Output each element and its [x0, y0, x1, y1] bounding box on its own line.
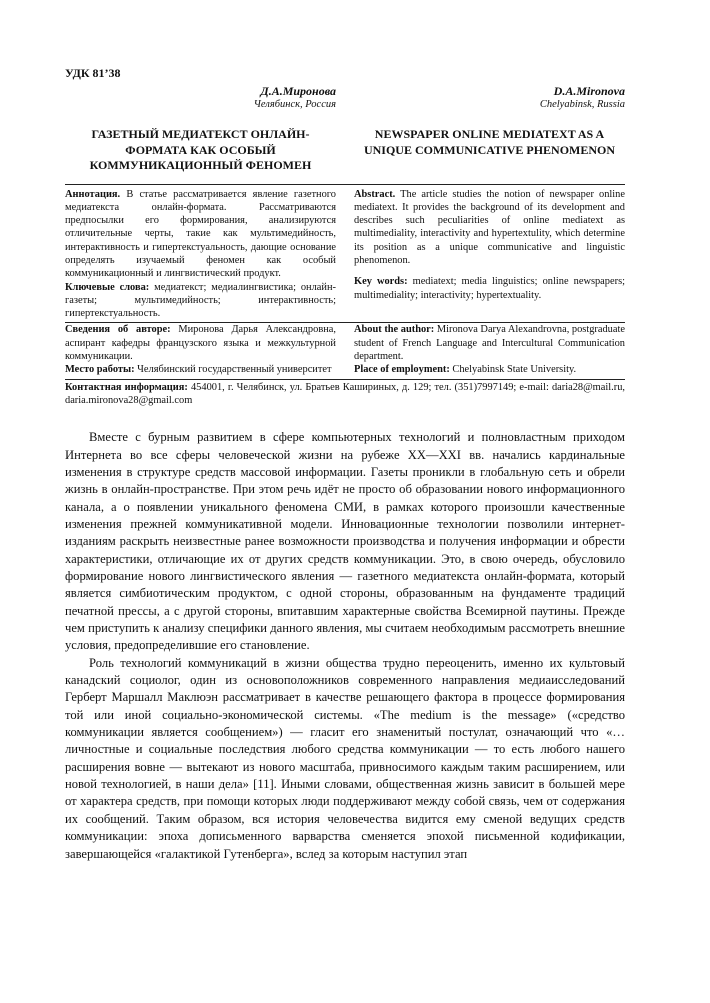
abstract-text-en: The article studies the notion of newspaper online mediatext. It provides the background of its development and describes such peculiarities of online mediatext as multimediality, interactivity and hypertextulity, which determine its position as a unique communicative and linguistic phenomenon.: [354, 188, 625, 266]
abstract-en: [354, 185, 625, 321]
author-ru: [65, 84, 336, 111]
article-page: [65, 66, 625, 863]
contact-label: Контактная информация:: [65, 381, 188, 393]
author-header: [65, 84, 625, 111]
author-name-ru: Д.А.Миронова: [260, 84, 336, 98]
author-info-en: [354, 323, 625, 376]
about-text-ru: Миронова Дарья Александровна, аспирант кафедры французского языка и межкультурной коммуникации.: [65, 324, 336, 363]
abstract-label-en: Abstract.: [354, 188, 396, 200]
keywords-label-en: Key words:: [354, 276, 408, 288]
keywords-text-en: mediatext; media linguistics; online newspapers; multimediality; interactivity; hypertextuality.: [354, 276, 625, 301]
about-text-en: Mironova Darya Alexandrovna, postgraduate student of French Language and Intercultural Communication department.: [354, 324, 625, 363]
divider-bottom: [65, 379, 625, 380]
author-info-ru: [65, 323, 336, 376]
body-paragraph-2: Роль технологий коммуникаций в жизни общества трудно переоценить, именно их культовый канадский социолог, один из основоположников современного направления медиаисследований Герберт Маршалл Маклюэн рассматривает в качестве решающего фактора в процессе формирования той или иной социально-экономической системы. «The medium is the message» («средство коммуникации является сообщением») — гласит его знаменитый постулат, означающий что «…личностные и социальные последствия любого средства коммуникации — то есть любого нашего расширения вовне — вытекают из нового масштаба, привносимого каждым таким расширением, или новой технологией, в наши дела» [11]. Иными словами, общественная жизнь зависит в большей мере от характера средств, при помощи которых люди поддерживают между собой связь, чем от содержания их сообщений. Таким образом, вся история человечества видится ему сменой ведущих средств коммуникации: эпоха дописьменного варварства сменяется эпохой письменной кодификации, завершающейся «галактикой Гутенберга», вслед за которым наступил этап: [65, 655, 625, 861]
work-label-en: Place of employment:: [354, 364, 450, 376]
abstract-text-ru: В статье рассматривается явление газетного медиатекста онлайн-формата. Рассматриваются предпосылки его формирования, анализируются отличительные черты, такие как мультимедийность, интерактивность и гипертекстуальность, дающие основание определять изучаемый феномен как особый коммуникационный и лингвистический продукт.: [65, 188, 336, 280]
article-titles: [65, 127, 625, 174]
author-city-en: Chelyabinsk, Russia: [539, 99, 625, 110]
body-paragraph-1: Вместе с бурным развитием в сфере компьютерных технологий и полновластным приходом Интернета во все сферы человеческой жизни на рубеже XX—XXI вв. начались кардинальные изменения в структуре средств массовой информации. Газеты проникли в глобальную сеть и обрели жизнь в онлайн-пространстве. При этом речь идёт не просто об образовании нового информационного канала, а о появлении уникального феномена СМИ, в рамках которого произошли качественные изменения прежней коммуникативной модели. Инновационные технологии позволили интернет-изданиям раскрыть неизвестные ранее возможности производства и получения информации и обрести характеристики, отличающие их от других средств коммуникации. Это, в свою очередь, обусловило формирование нового лингвистического явления — газетного медиатекста онлайн-формата, который является симбиотическим продуктом, с одной стороны, образованным на фундаменте традиций печатной прессы, а с другой стороны, впитавшим характерные свойства Всемирной паутины. Прежде чем приступить к анализу специфики данного явления, мы считаем необходимым рассмотреть внешние условия, предопределившие его становление.: [65, 430, 625, 653]
author-city-ru: Челябинск, Россия: [253, 99, 336, 110]
title-ru: ГАЗЕТНЫЙ МЕДИАТЕКСТ ОНЛАЙН-ФОРМАТА КАК ОСОБЫЙ КОММУНИКАЦИОННЫЙ ФЕНОМЕН: [89, 127, 312, 172]
work-text-en: Chelyabinsk State University.: [452, 364, 577, 376]
author-name-en: D.A.Mironova: [553, 84, 625, 98]
abstract-section: [65, 185, 625, 321]
contact-info: [65, 381, 625, 408]
keywords-text-ru: медиатекст; медиалингвистика; онлайн-газеты; мультимедийность; интерактивность; гипертекстуальность.: [65, 281, 336, 320]
abstract-ru: [65, 185, 336, 321]
contact-text: 454001, г. Челябинск, ул. Братьев Кашириных, д. 129; тел. (351)7997149; e-mail: daria28@mail.ru, daria.mironova28@gmail.com: [65, 381, 625, 406]
about-label-en: About the author:: [354, 324, 435, 336]
work-text-ru: Челябинский государственный университет: [137, 364, 332, 376]
keywords-label-ru: Ключевые слова:: [65, 281, 150, 293]
udk-code: УДК 81’38: [65, 66, 121, 80]
author-en: [354, 84, 625, 111]
work-label-ru: Место работы:: [65, 364, 135, 376]
title-en: NEWSPAPER ONLINE MEDIATEXT AS A UNIQUE COMMUNICATIVE PHENOMENON: [363, 127, 616, 157]
author-info-section: [65, 323, 625, 376]
about-label-ru: Сведения об авторе:: [65, 324, 171, 336]
article-body: [65, 429, 625, 863]
abstract-label-ru: Аннотация.: [65, 188, 121, 200]
